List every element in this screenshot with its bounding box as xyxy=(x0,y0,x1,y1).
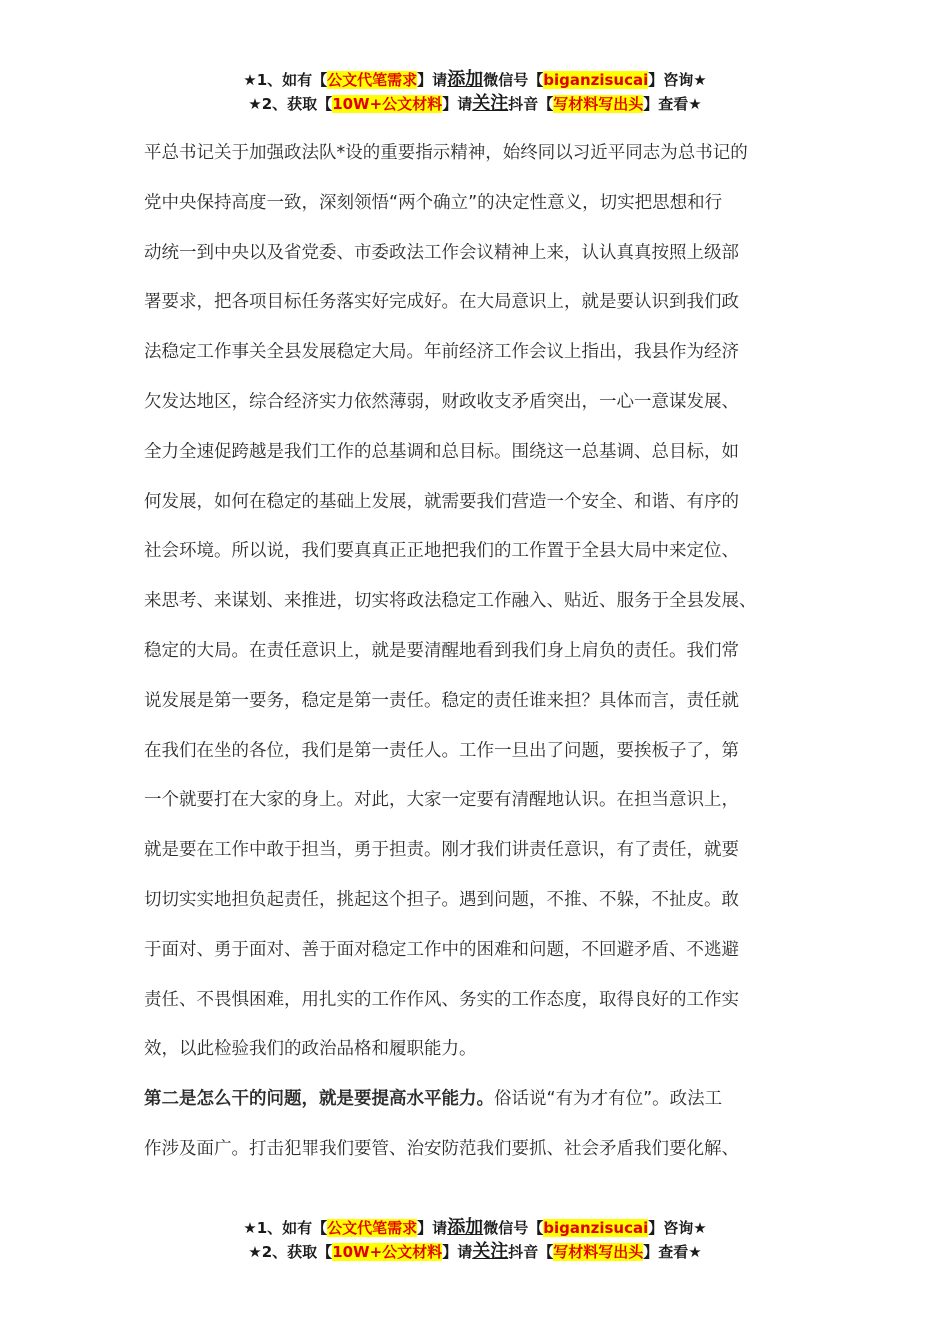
text-line: 署要求，把各项目标任务落实好完成好。在大局意识上，就是要认识到我们政 xyxy=(144,292,739,313)
document-body xyxy=(144,129,808,1175)
banner-text: 】查看★ xyxy=(643,1243,702,1261)
paragraph-1 xyxy=(144,129,808,1075)
text-line: 责任、不畏惧困难，用扎实的工作作风、务实的工作态度，取得良好的工作实 xyxy=(144,989,739,1010)
text-line: 效，以此检验我们的政治品格和履职能力。 xyxy=(144,1039,477,1060)
banner-emphasis: 添加 xyxy=(447,1217,484,1238)
text-run: 俗话说“有为才有位”。政法工 xyxy=(494,1089,723,1110)
banner-text: ★1、如有【 xyxy=(243,71,328,89)
text-line: 全力全速促跨越是我们工作的总基调和总目标。围绕这一总基调、总目标，如 xyxy=(144,441,739,462)
banner-text: 微信号【 xyxy=(483,1219,544,1237)
text-line: 平总书记关于加强政法队*设的重要指示精神，始终同以习近平同志为总书记的 xyxy=(144,143,748,163)
banner-text: 】请 xyxy=(442,1243,473,1261)
text-line: 于面对、勇于面对、善于面对稳定工作中的困难和问题，不回避矛盾、不逃避 xyxy=(144,939,739,960)
banner-line-2 xyxy=(0,1240,950,1264)
text-line: 来思考、来谋划、来推进，切实将政法稳定工作融入、贴近、服务于全县发展、 xyxy=(144,591,757,612)
banner-text: 】请 xyxy=(417,1219,448,1237)
banner-text: 】查看★ xyxy=(643,95,702,113)
banner-line-1 xyxy=(0,68,950,92)
banner-text: 抖音【 xyxy=(508,95,554,113)
banner-text: 】请 xyxy=(442,95,473,113)
text-line: 就是要在工作中敢于担当，勇于担责。刚才我们讲责任意识，有了责任，就要 xyxy=(144,840,739,861)
banner-text: 】请 xyxy=(417,71,448,89)
highlight-materials: 10W+公文材料 xyxy=(332,1243,443,1261)
highlight-douyin-account: 写材料写出头 xyxy=(553,1243,644,1261)
banner-text: 】咨询★ xyxy=(648,1219,707,1237)
banner-text: ★2、获取【 xyxy=(248,95,333,113)
highlight-wechat-id: biganzisucai xyxy=(543,1219,649,1237)
text-line: 欠发达地区，综合经济实力依然薄弱，财政收支矛盾突出，一心一意谋发展、 xyxy=(144,391,739,412)
banner-text: ★1、如有【 xyxy=(243,1219,328,1237)
banner-text: 抖音【 xyxy=(508,1243,554,1261)
highlight-douyin-account: 写材料写出头 xyxy=(553,95,644,113)
text-line: 社会环境。所以说，我们要真真正正地把我们的工作置于全县大局中来定位、 xyxy=(144,541,739,562)
header-banner xyxy=(0,68,950,116)
paragraph-2 xyxy=(144,1075,808,1175)
text-line: 切切实实地担负起责任，挑起这个担子。遇到问题，不推、不躲，不扯皮。敢 xyxy=(144,889,739,910)
banner-emphasis: 关注 xyxy=(472,1241,509,1262)
text-line xyxy=(144,1075,808,1125)
banner-emphasis: 关注 xyxy=(472,93,509,114)
highlight-service: 公文代笔需求 xyxy=(327,71,418,89)
text-line: 在我们在坐的各位，我们是第一责任人。工作一旦出了问题，要挨板子了，第 xyxy=(144,740,739,761)
text-line: 动统一到中央以及省党委、市委政法工作会议精神上来，认认真真按照上级部 xyxy=(144,242,739,263)
footer-banner xyxy=(0,1216,950,1264)
highlight-wechat-id: biganzisucai xyxy=(543,71,649,89)
text-line: 稳定的大局。在责任意识上，就是要清醒地看到我们身上肩负的责任。我们常 xyxy=(144,640,739,661)
text-line: 何发展，如何在稳定的基础上发展，就需要我们营造一个安全、和谐、有序的 xyxy=(144,491,739,512)
bold-lead: 第二是怎么干的问题，就是要提高水平能力。 xyxy=(144,1089,494,1110)
highlight-service: 公文代笔需求 xyxy=(327,1219,418,1237)
banner-text: 】咨询★ xyxy=(648,71,707,89)
text-line: 一个就要打在大家的身上。对此，大家一定要有清醒地认识。在担当意识上， xyxy=(144,790,739,811)
banner-emphasis: 添加 xyxy=(447,69,484,90)
text-line: 法稳定工作事关全县发展稳定大局。年前经济工作会议上指出，我县作为经济 xyxy=(144,342,739,363)
text-line: 作涉及面广。打击犯罪我们要管、治安防范我们要抓、社会矛盾我们要化解、 xyxy=(144,1138,739,1159)
banner-text: 微信号【 xyxy=(483,71,544,89)
banner-line-2 xyxy=(0,92,950,116)
banner-line-1 xyxy=(0,1216,950,1240)
highlight-materials: 10W+公文材料 xyxy=(332,95,443,113)
text-line: 说发展是第一要务，稳定是第一责任。稳定的责任谁来担？具体而言，责任就 xyxy=(144,690,739,711)
banner-text: ★2、获取【 xyxy=(248,1243,333,1261)
text-line: 党中央保持高度一致，深刻领悟“两个确立”的决定性意义，切实把思想和行 xyxy=(144,192,723,213)
